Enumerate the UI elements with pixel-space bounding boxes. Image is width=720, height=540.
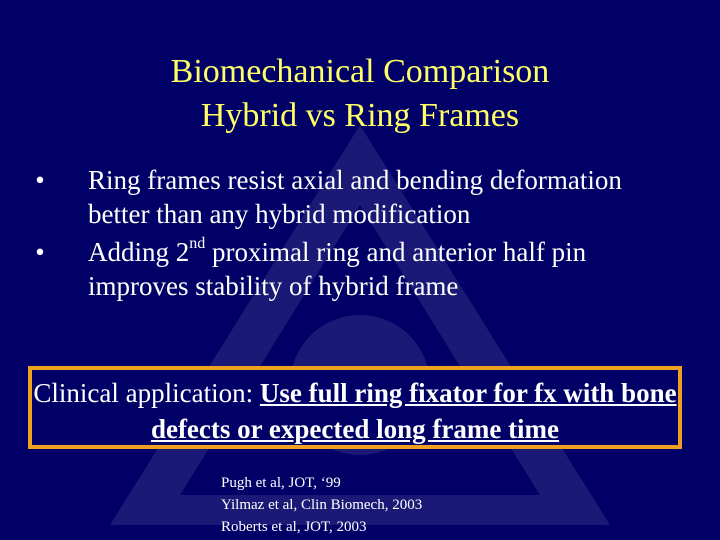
- title-line-2: Hybrid vs Ring Frames: [200, 97, 520, 134]
- bullet-dot: •: [35, 165, 45, 195]
- bullet-text: Ring frames resist axial and bending deformation better than any hybrid modification: [88, 165, 622, 229]
- callout-emphasis: Use full ring fixator for fx with bone defects or expected long frame time: [150, 378, 677, 444]
- bullet-text-post: proximal ring and anterior half pin improves stability of hybrid frame: [88, 237, 587, 301]
- bullet-item: [30, 163, 690, 231]
- reference-item: Yilmaz et al, Clin Biomech, 2003: [221, 497, 423, 513]
- references: [221, 472, 422, 538]
- bullet-superscript: nd: [189, 235, 206, 252]
- callout-prefix: Clinical application:: [33, 378, 260, 408]
- slide-title: [0, 50, 720, 138]
- reference-item: Roberts et al, JOT, 2003: [221, 519, 367, 535]
- reference-item: Pugh et al, JOT, ‘99: [221, 475, 341, 491]
- bullet-text-pre: Adding 2: [88, 237, 190, 267]
- bullet-dot: •: [35, 237, 45, 267]
- title-line-1: Biomechanical Comparison: [170, 53, 550, 90]
- clinical-callout-box: [28, 366, 682, 449]
- bullet-list: [30, 163, 690, 307]
- bullet-item: [30, 235, 690, 303]
